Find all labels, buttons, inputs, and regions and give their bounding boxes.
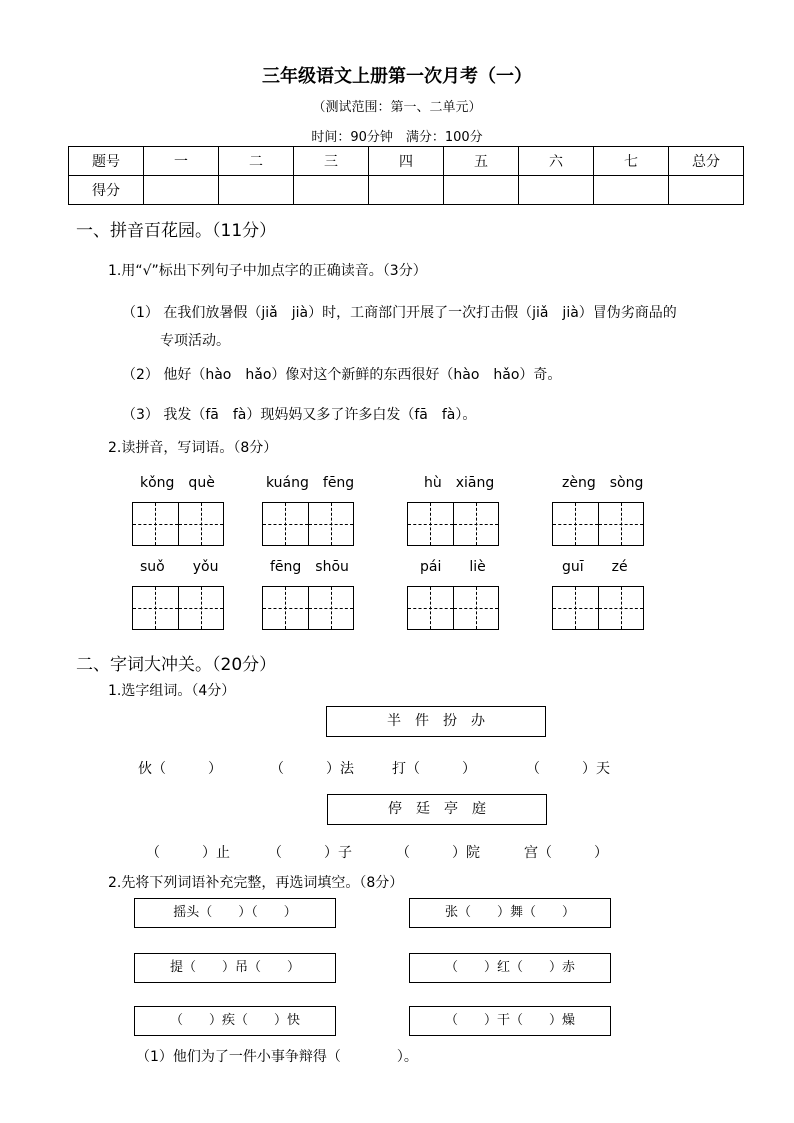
exam-time-score: 时间：90分钟 满分：100分 (311, 130, 483, 145)
score-row-label: 得分 (69, 176, 144, 205)
writing-grid[interactable] (132, 502, 224, 546)
idiom-box[interactable]: （ ）干（ ）燥 (409, 1006, 611, 1036)
writing-grid[interactable] (407, 502, 499, 546)
score-header-cell: 三 (294, 147, 369, 176)
word-blank[interactable]: 宫（ ） (524, 845, 608, 861)
score-header-cell: 题号 (69, 147, 144, 176)
s1-q1-prompt: 1.用“√”标出下列句子中加点字的正确读音。（3分） (108, 263, 427, 279)
char-choice-box-1: 半 件 扮 办 (326, 706, 546, 737)
word-blank[interactable]: 打（ ） (392, 761, 476, 777)
score-input-cell[interactable] (669, 176, 744, 205)
s1-q2-prompt: 2.读拼音，写词语。（8分） (108, 440, 278, 456)
writing-grid[interactable] (262, 586, 354, 630)
idiom-box[interactable]: 张（ ）舞（ ） (409, 898, 611, 928)
score-input-cell[interactable] (144, 176, 219, 205)
pinyin-label: guī zé (562, 559, 628, 575)
idiom-box[interactable]: 摇头（ ）（ ） (134, 898, 336, 928)
score-input-cell[interactable] (444, 176, 519, 205)
score-header-cell: 五 (444, 147, 519, 176)
score-table-score-row (69, 176, 744, 205)
idiom-box[interactable]: 提（ ）吊（ ） (134, 953, 336, 983)
s1-q1-item2: （2） 他好（hào hǎo）像对这个新鲜的东西很好（hào hǎo）奇。 (122, 367, 562, 383)
section2-heading: 二、字词大冲关。（20分） (76, 655, 277, 675)
exam-title: 三年级语文上册第一次月考（一） (262, 66, 532, 87)
writing-grid[interactable] (262, 502, 354, 546)
section1-heading: 一、拼音百花园。（11分） (76, 221, 277, 241)
s1-q1-item1-cont: 专项活动。 (160, 333, 230, 349)
pinyin-label: pái liè (420, 559, 486, 575)
score-header-cell: 一 (144, 147, 219, 176)
pinyin-label: suǒ yǒu (140, 559, 219, 575)
pinyin-label: hù xiāng (424, 475, 495, 491)
pinyin-label: kǒng què (140, 475, 215, 491)
s2-q2-prompt: 2.先将下列词语补充完整，再选词填空。（8分） (108, 875, 404, 891)
word-blank[interactable]: （ ）法 (270, 761, 354, 777)
exam-scope: （测试范围：第一、二单元） (312, 100, 482, 115)
score-header-cell: 二 (219, 147, 294, 176)
score-input-cell[interactable] (219, 176, 294, 205)
word-blank[interactable]: （ ）院 (396, 845, 480, 861)
word-blank[interactable]: （ ）天 (526, 761, 610, 777)
pinyin-label: zèng sòng (562, 475, 644, 491)
score-input-cell[interactable] (519, 176, 594, 205)
score-table-header-row (69, 147, 744, 176)
writing-grid[interactable] (407, 586, 499, 630)
word-blank[interactable]: （ ）子 (268, 845, 352, 861)
s1-q1-item1: （1） 在我们放暑假（jiǎ jià）时，工商部门开展了一次打击假（jiǎ jià）冒伪劣商品的 (122, 305, 677, 321)
pinyin-label: fēng shōu (270, 559, 349, 575)
writing-grid[interactable] (552, 502, 644, 546)
writing-grid[interactable] (132, 586, 224, 630)
score-header-cell: 七 (594, 147, 669, 176)
word-blank[interactable]: （ ）止 (146, 845, 230, 861)
score-header-cell: 四 (369, 147, 444, 176)
score-table (68, 146, 744, 205)
score-header-cell: 六 (519, 147, 594, 176)
score-input-cell[interactable] (294, 176, 369, 205)
score-header-cell: 总分 (669, 147, 744, 176)
s1-q1-item3: （3） 我发（fā fà）现妈妈又多了许多白发（fā fà）。 (122, 407, 477, 423)
idiom-box[interactable]: （ ）疾（ ）快 (134, 1006, 336, 1036)
score-input-cell[interactable] (369, 176, 444, 205)
s2-q1-prompt: 1.选字组词。（4分） (108, 683, 236, 699)
idiom-box[interactable]: （ ）红（ ）赤 (409, 953, 611, 983)
char-choice-box-2: 停 廷 亭 庭 (327, 794, 547, 825)
word-blank[interactable]: 伙（ ） (138, 761, 222, 777)
pinyin-label: kuáng fēng (266, 475, 355, 491)
writing-grid[interactable] (552, 586, 644, 630)
score-input-cell[interactable] (594, 176, 669, 205)
fill-sentence-1[interactable]: （1）他们为了一件小事争辩得（ ）。 (136, 1049, 418, 1065)
